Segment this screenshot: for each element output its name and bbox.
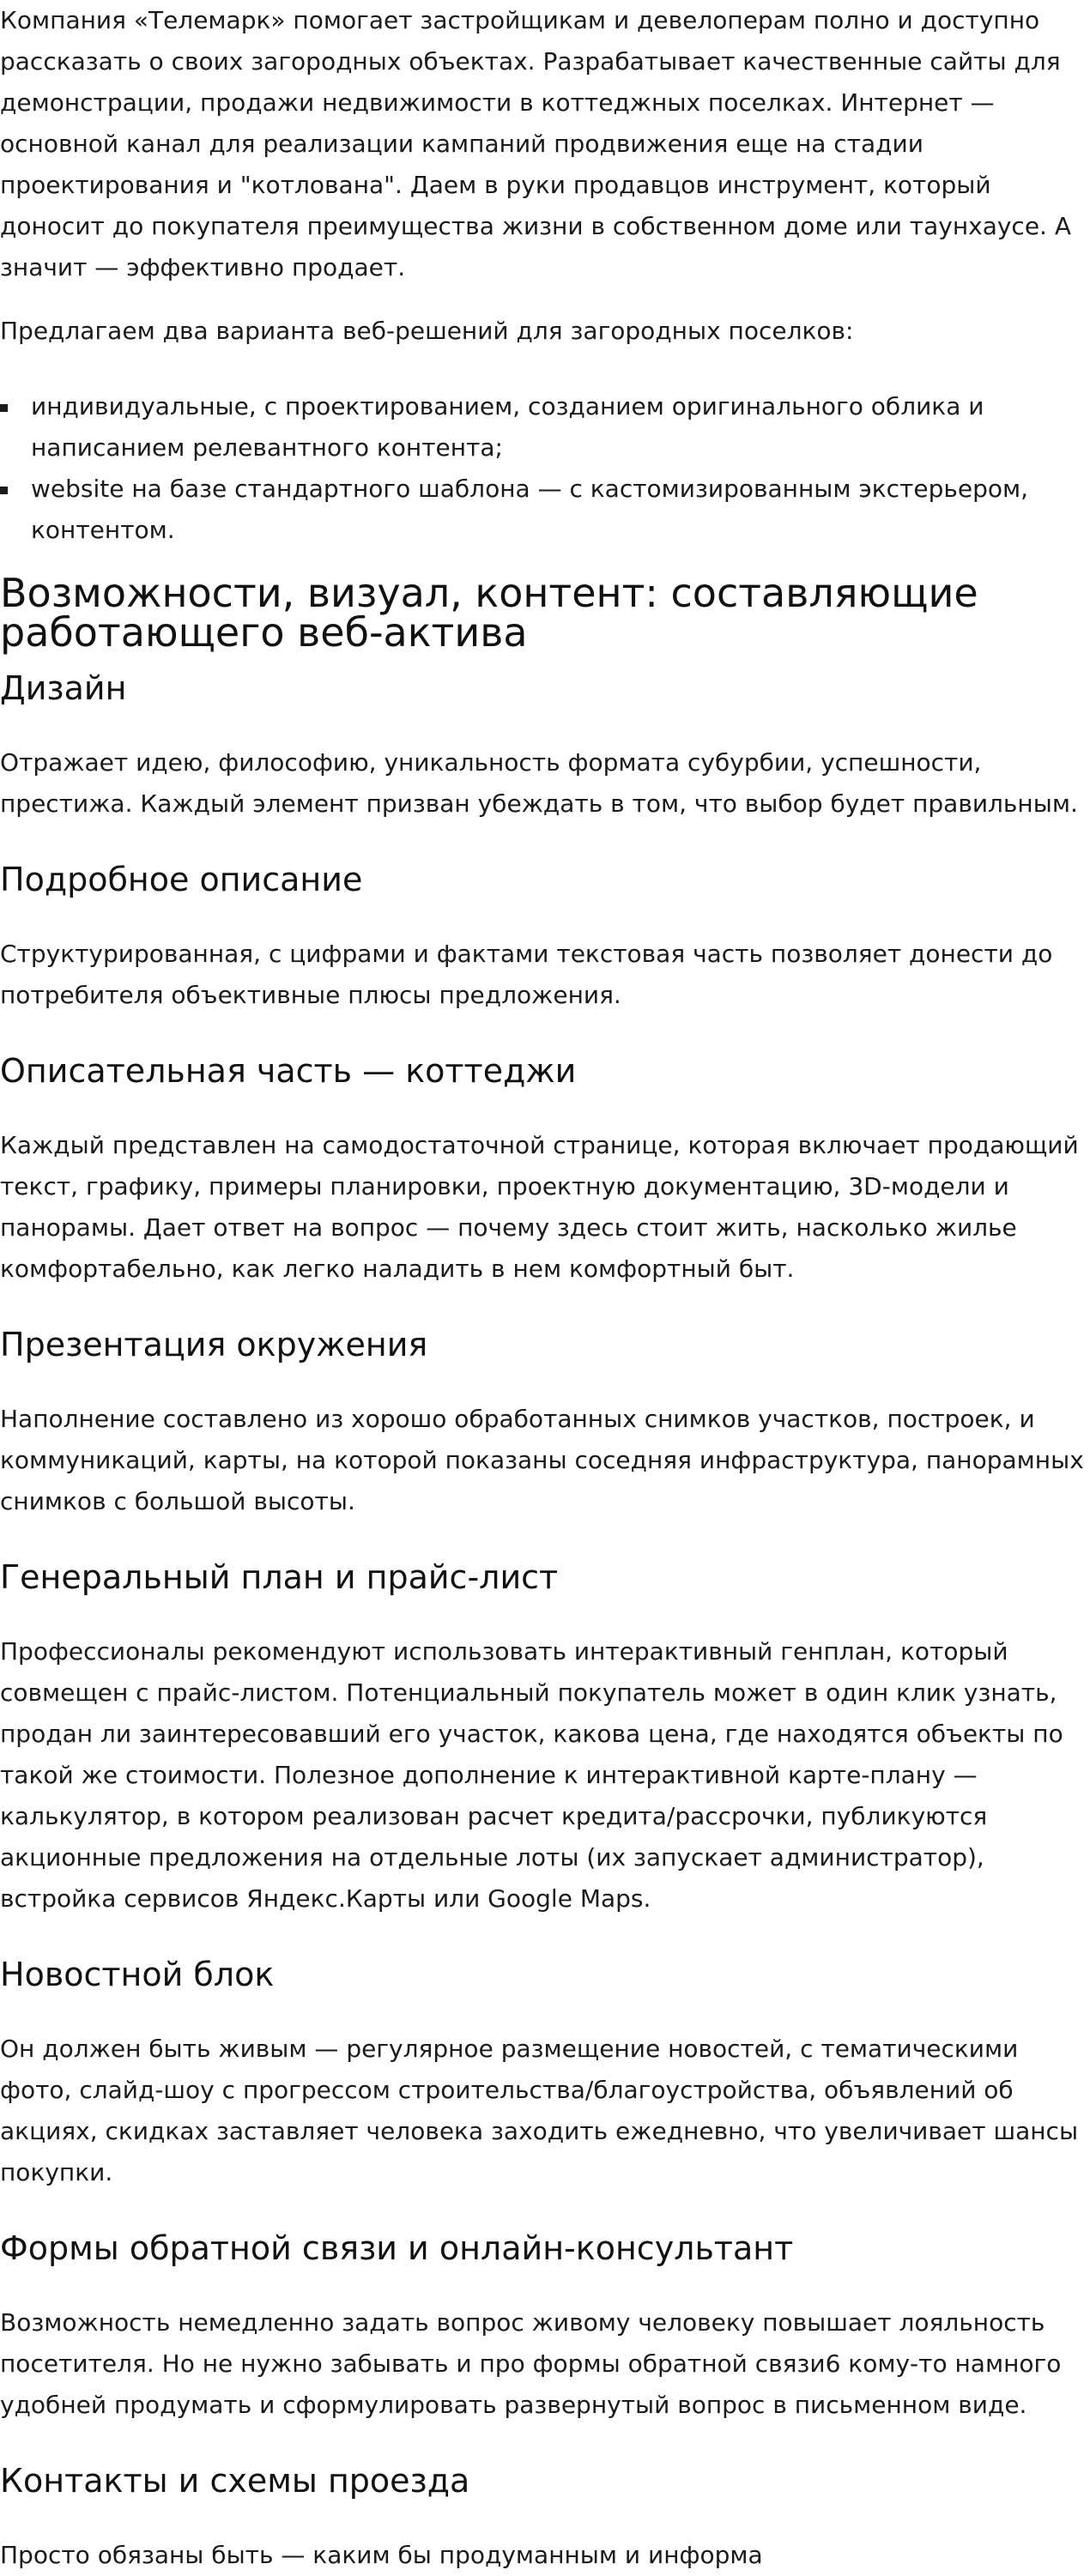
section-text: Он должен быть живым — регулярное размещение новостей, с тематическими фото, слайд-шоу с прогрессом строительства/благоустройства, объявлений об акциях, скидках заставляет человека заходить ежедневно, что увеличивает шансы покупки. [0, 2035, 1079, 2186]
section-text: Отражает идею, философию, уникальность формата субурбии, успешности, престижа. Каждый элемент призван убеждать в том, что выбор будет правильным. [0, 748, 1078, 818]
section-description [0, 859, 1090, 1016]
section-text: Просто обязаны быть — каким бы продуманным и информа [0, 2541, 763, 2569]
section-text: Каждый представлен на самодостаточной странице, которая включает продающий текст, графику, примеры планировки, проектную документацию, 3D-модели и панорамы. Дает ответ на вопрос — почему здесь стоит жить, насколько жилье комфортабельно, как легко наладить в нем комфортный быт. [0, 1131, 1079, 1283]
section-title: Дизайн [0, 669, 127, 707]
section-text: Наполнение составлено из хорошо обработанных снимков участков, построек, и коммуникаций, карты, на которой показаны соседняя инфраструктура, панорамных снимков с большой высоты. [0, 1405, 1084, 1515]
section-text: Профессионалы рекомендуют использовать интерактивный генплан, который совмещен с прайс-листом. Потенциальный покупатель может в один клик узнать, продан ли заинтересовавший его участок, какова цена, где находятся объекты по такой же стоимости. Полезное дополнение к интерактивной карте-плану — калькулятор, в котором реализован расчет кредита/рассрочки, публикуются акционные предложения на отдельные лоты (их запускает администратор), встройка сервисов Яндекс.Карты или Google Maps. [0, 1637, 1063, 1913]
section-title: Формы обратной связи и онлайн-консультант [0, 2229, 794, 2267]
list-item: website на базе стандартного шаблона — с кастомизированным экстерьером, контентом. [0, 469, 1090, 551]
section-title: Генеральный план и прайс-лист [0, 1558, 559, 1596]
offer-paragraph: Предлагаем два варианта веб-решений для загородных поселков: [0, 317, 854, 345]
section-title: Контакты и схемы проезда [0, 2462, 470, 2500]
section-title: Новостной блок [0, 1956, 275, 1993]
section-title: Подробное описание [0, 861, 363, 898]
section-master-plan [0, 1557, 1090, 1920]
main-heading: Возможности, визуал, контент: составляющие работающего веб-актива [0, 570, 978, 656]
section-design [0, 668, 1090, 825]
intro-paragraph: Компания «Телемарк» помогает застройщикам и девелоперам полно и доступно рассказать о своих загородных объектах. Разрабатывает качественные сайты для демонстрации, продажи недвижимости в коттеджных поселках. Интернет — основной канал для реализации кампаний продвижения еще на стадии проектирования и "котлована". Даем в руки продавцов инструмент, который доносит до покупателя преимущества жизни в собственном доме или таунхаусе. А значит — эффективно продает. [0, 6, 1072, 281]
section-cottages [0, 1050, 1090, 1290]
section-contacts [0, 2460, 1090, 2576]
section-surroundings [0, 1324, 1090, 1522]
section-text: Возможность немедленно задать вопрос живому человеку повышает лояльность посетителя. Но не нужно забывать и про формы обратной связи6 кому-то намного удобней продумать и сформулировать развернутый вопрос в письменном виде. [0, 2308, 1062, 2419]
options-list [0, 386, 1090, 551]
section-text: Структурированная, с цифрами и фактами текстовая часть позволяет донести до потребителя объективные плюсы предложения. [0, 940, 1053, 1009]
section-title: Описательная часть — коттеджи [0, 1052, 577, 1090]
list-item: индивидуальные, с проектированием, созданием оригинального облика и написанием релевантного контента; [0, 386, 1090, 469]
section-news [0, 1954, 1090, 2193]
section-title: Презентация окружения [0, 1326, 428, 1364]
section-feedback [0, 2228, 1090, 2426]
